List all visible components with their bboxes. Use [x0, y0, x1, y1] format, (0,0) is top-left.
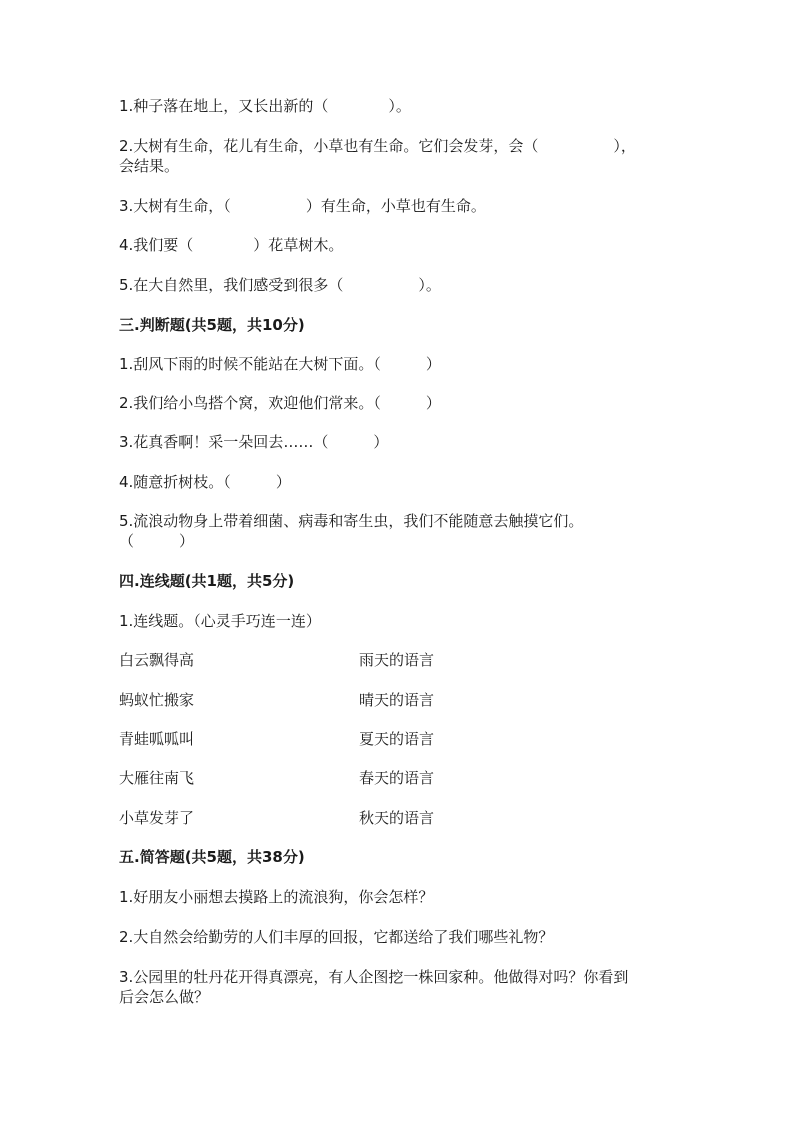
matching-right-item: 夏天的语言 — [359, 730, 435, 748]
short-answer-question-2: 2.大自然会给勤劳的人们丰厚的回报，它都送给了我们哪些礼物？ — [119, 928, 554, 946]
matching-left-item: 小草发芽了 — [119, 809, 195, 827]
matching-right-item: 秋天的语言 — [359, 809, 435, 827]
fill-question-3: 3.大树有生命，（ ）有生命，小草也有生命。 — [119, 197, 486, 215]
judgment-question-4: 4.随意折树枝。（ ） — [119, 473, 291, 491]
short-answer-question-3: 3.公园里的牡丹花开得真漂亮，有人企图挖一株回家种。他做得对吗？你看到 — [119, 968, 629, 986]
section-heading-matching: 四.连线题(共1题，共5分) — [119, 572, 295, 590]
judgment-question-5-answer: （ ） — [119, 532, 195, 550]
fill-question-2: 2.大树有生命，花儿有生命，小草也有生命。它们会发芽，会（ ）， — [119, 137, 636, 155]
judgment-question-3: 3.花真香啊！采一朵回去……（ ） — [119, 433, 389, 451]
matching-left-item: 蚂蚁忙搬家 — [119, 691, 195, 709]
short-answer-question-1: 1.好朋友小丽想去摸路上的流浪狗，你会怎样？ — [119, 888, 434, 906]
section-heading-judgment: 三.判断题(共5题，共10分) — [119, 316, 305, 334]
matching-right-item: 春天的语言 — [359, 769, 435, 787]
matching-right-item: 晴天的语言 — [359, 691, 435, 709]
matching-right-item: 雨天的语言 — [359, 651, 435, 669]
judgment-question-1: 1.刮风下雨的时候不能站在大树下面。（ ） — [119, 355, 441, 373]
judgment-question-2: 2.我们给小鸟搭个窝，欢迎他们常来。（ ） — [119, 394, 441, 412]
fill-question-1: 1.种子落在地上，又长出新的（ ）。 — [119, 97, 411, 115]
matching-left-item: 白云飘得高 — [119, 651, 195, 669]
fill-question-2-continued: 会结果。 — [119, 157, 180, 175]
matching-left-item: 青蛙呱呱叫 — [119, 730, 195, 748]
matching-left-item: 大雁往南飞 — [119, 769, 195, 787]
fill-question-4: 4.我们要（ ）花草树木。 — [119, 236, 344, 254]
short-answer-question-3-continued: 后会怎么做？ — [119, 988, 210, 1006]
matching-question: 1.连线题。（心灵手巧连一连） — [119, 612, 321, 630]
fill-question-5: 5.在大自然里，我们感受到很多（ ）。 — [119, 276, 441, 294]
judgment-question-5: 5.流浪动物身上带着细菌、病毒和寄生虫，我们不能随意去触摸它们。 — [119, 512, 584, 530]
section-heading-short-answer: 五.简答题(共5题，共38分) — [119, 848, 305, 866]
